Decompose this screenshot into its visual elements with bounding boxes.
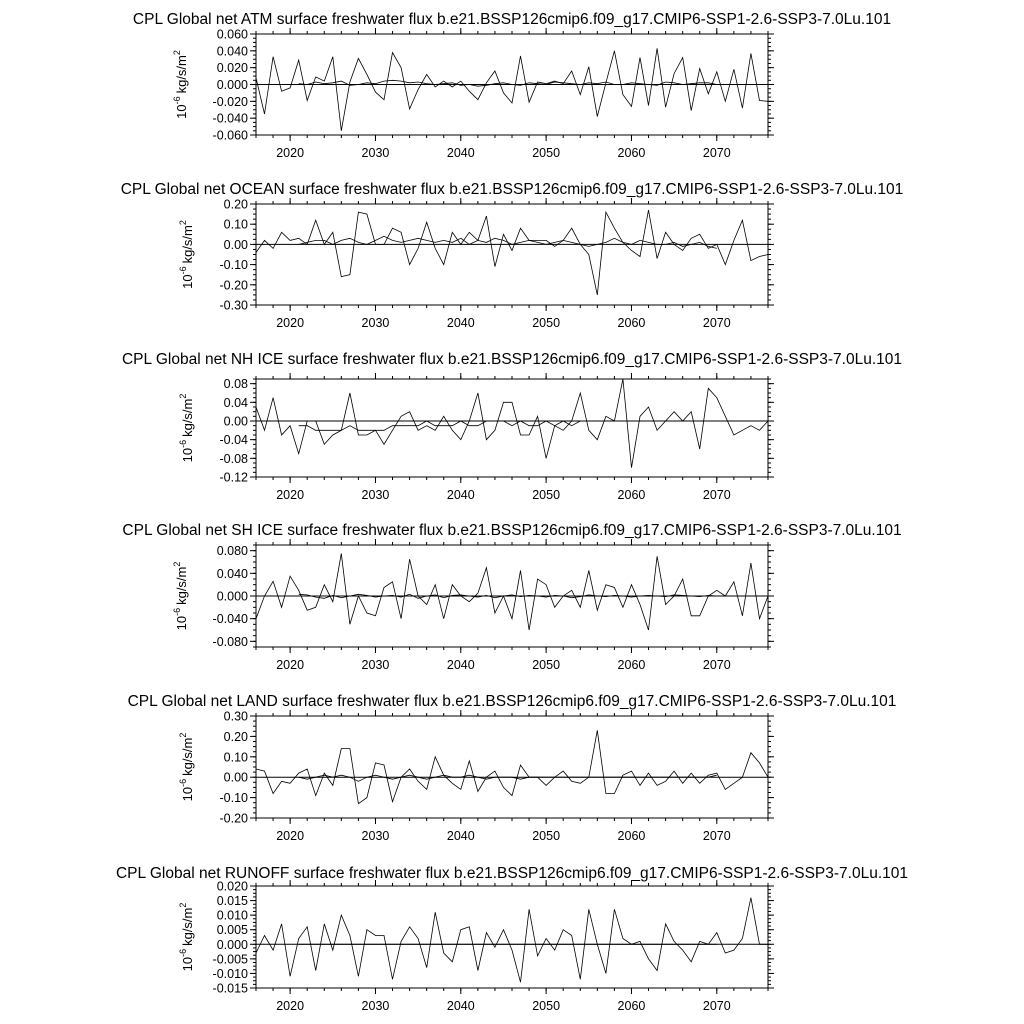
y-tick-label: -0.040 [212,612,248,627]
chart-title: CPL Global net LAND surface freshwater flux b.e21.BSSP126cmip6.f09_g17.CMIP6-SSP1-2.6-SSP3-7.0Lu.101 [127,693,897,710]
ylabel-units: kg/s/m [174,566,189,605]
x-tick-label: 2020 [276,658,305,672]
x-tick-label: 2060 [617,829,646,843]
y-tick-label: 0.000 [216,589,248,604]
x-tick-label: 2060 [617,999,646,1013]
ylabel-base: 10 [180,274,195,289]
x-tick-label: 2040 [446,488,475,502]
x-tick-label: 2030 [361,829,390,843]
plot-frame [256,716,768,818]
ylabel-units-exponent: 2 [178,220,188,226]
x-tick-label: 2020 [276,999,305,1013]
x-tick-label: 2050 [532,829,561,843]
chart-panel-3 [122,351,902,502]
x-tick-label: 2070 [702,999,731,1013]
y-tick-label: -0.10 [219,258,248,273]
series-annual-line [256,379,768,468]
series-annual-line [256,898,768,983]
y-tick-label: -0.12 [219,470,248,485]
ylabel-units: kg/s/m [180,398,195,437]
x-tick-label: 2030 [361,999,390,1013]
y-tick-label: -0.010 [212,966,248,981]
x-tick-label: 2070 [702,829,731,843]
chart-panel-6 [116,865,908,1013]
y-tick-label: 0.060 [216,27,248,42]
y-tick-label: 0.00 [223,770,248,785]
series-annual-line [256,730,768,803]
ylabel-exponent: -6 [178,948,188,957]
y-tick-label: 0.010 [216,908,248,923]
x-tick-label: 2050 [532,316,561,330]
x-tick-label: 2070 [702,488,731,502]
ylabel-units: kg/s/m [180,737,195,776]
y-tick-label: -0.30 [219,298,248,313]
ylabel-exponent: -6 [178,266,188,275]
chart-title: CPL Global net ATM surface freshwater flux b.e21.BSSP126cmip6.f09_g17.CMIP6-SSP1-2.6-SSP3-7.0Lu.101 [132,11,892,28]
chart-panel-5 [128,693,897,843]
y-tick-label: -0.005 [212,952,248,967]
x-tick-label: 2060 [617,488,646,502]
y-tick-label: -0.040 [212,111,248,126]
series-annual-line [256,48,768,131]
ylabel-units-exponent: 2 [172,561,182,567]
x-tick-label: 2070 [702,658,731,672]
ylabel-units: kg/s/m [174,55,189,94]
y-tick-label: 0.015 [216,894,248,909]
y-tick-label: 0.00 [223,237,248,252]
ylabel-base: 10 [180,786,195,802]
x-tick-label: 2020 [276,146,305,160]
x-tick-label: 2020 [276,829,305,843]
ylabel-exponent: -6 [172,607,182,616]
y-axis-label [178,220,195,289]
y-tick-label: -0.060 [212,128,248,143]
ylabel-units-exponent: 2 [172,50,182,56]
x-tick-label: 2020 [276,488,305,502]
x-tick-label: 2020 [276,316,305,330]
y-axis-label [178,733,195,802]
y-tick-label: -0.08 [219,451,248,466]
y-axis-label [178,903,195,972]
series-annual-line [256,554,768,631]
x-tick-label: 2040 [446,829,475,843]
y-tick-label: -0.20 [219,811,248,826]
plot-frame [256,886,768,988]
x-tick-label: 2050 [532,999,561,1013]
x-tick-label: 2070 [702,146,731,160]
ylabel-base: 10 [174,104,189,119]
x-tick-label: 2060 [617,658,646,672]
chart-title: CPL Global net RUNOFF surface freshwater flux b.e21.BSSP126cmip6.f09_g17.CMIP6-SSP1-2.6-SSP3-7.0Lu.101 [115,865,909,882]
y-axis-label [172,50,189,119]
y-tick-label: -0.04 [219,433,248,448]
chart-title: CPL Global net SH ICE surface freshwater flux b.e21.BSSP126cmip6.f09_g17.CMIP6-SSP1-2.6-SSP3-7.0Lu.101 [122,522,902,539]
y-tick-label: -0.10 [219,791,248,806]
series-annual-line [256,210,768,295]
y-tick-label: 0.040 [216,566,248,581]
y-tick-label: -0.015 [212,981,248,996]
y-tick-label: 0.00 [223,414,248,429]
series-running-mean-line [299,775,717,781]
y-tick-label: 0.040 [216,44,248,59]
y-tick-label: 0.10 [223,750,248,765]
y-tick-label: 0.000 [216,937,248,952]
x-tick-label: 2060 [617,316,646,330]
chart-title: CPL Global net OCEAN surface freshwater flux b.e21.BSSP126cmip6.f09_g17.CMIP6-SSP1-2.6-SSP3-7.0Lu.101 [120,181,904,198]
x-tick-label: 2040 [446,999,475,1013]
ylabel-exponent: -6 [172,96,182,105]
ylabel-units: kg/s/m [180,907,195,946]
x-tick-label: 2050 [532,488,561,502]
x-tick-label: 2030 [361,316,390,330]
y-tick-label: -0.080 [212,634,248,649]
y-tick-label: 0.08 [223,377,248,392]
y-tick-label: 0.020 [216,879,248,894]
series-running-mean-line [299,80,717,86]
ylabel-units-exponent: 2 [178,902,188,908]
x-tick-label: 2040 [446,316,475,330]
y-tick-label: 0.000 [216,78,248,92]
chart-title: CPL Global net NH ICE surface freshwater flux b.e21.BSSP126cmip6.f09_g17.CMIP6-SSP1-2.6-SSP3-7.0Lu.101 [121,351,903,368]
x-tick-label: 2040 [446,658,475,672]
plot-frame [256,204,768,305]
ylabel-base: 10 [180,956,195,972]
y-tick-label: 0.30 [223,709,248,724]
x-tick-label: 2030 [361,146,390,160]
plot-frame [256,379,768,477]
chart-panel-2 [121,181,904,330]
y-tick-label: -0.20 [219,278,248,293]
ylabel-exponent: -6 [178,439,188,448]
ylabel-base: 10 [174,615,189,631]
chart-panel-4 [122,522,901,672]
y-tick-label: -0.020 [212,94,248,109]
x-tick-label: 2050 [532,146,561,160]
y-tick-label: 0.20 [223,729,248,744]
x-tick-label: 2050 [532,658,561,672]
x-tick-label: 2060 [617,146,646,160]
x-tick-label: 2030 [361,658,390,672]
ylabel-exponent: -6 [178,778,188,787]
y-tick-label: 0.10 [223,217,248,232]
ylabel-units-exponent: 2 [178,732,188,738]
y-axis-label [172,562,189,631]
y-axis-label [178,394,195,463]
ylabel-base: 10 [180,447,195,463]
y-tick-label: 0.020 [216,61,248,76]
x-tick-label: 2070 [702,316,731,330]
y-tick-label: 0.04 [223,395,248,410]
y-tick-label: 0.20 [223,197,248,212]
y-tick-label: 0.080 [216,544,248,559]
x-tick-label: 2030 [361,488,390,502]
ylabel-units: kg/s/m [180,225,195,264]
y-tick-label: 0.005 [216,923,248,938]
ylabel-units-exponent: 2 [178,393,188,399]
chart-panel-1 [133,11,891,160]
x-tick-label: 2040 [446,146,475,160]
